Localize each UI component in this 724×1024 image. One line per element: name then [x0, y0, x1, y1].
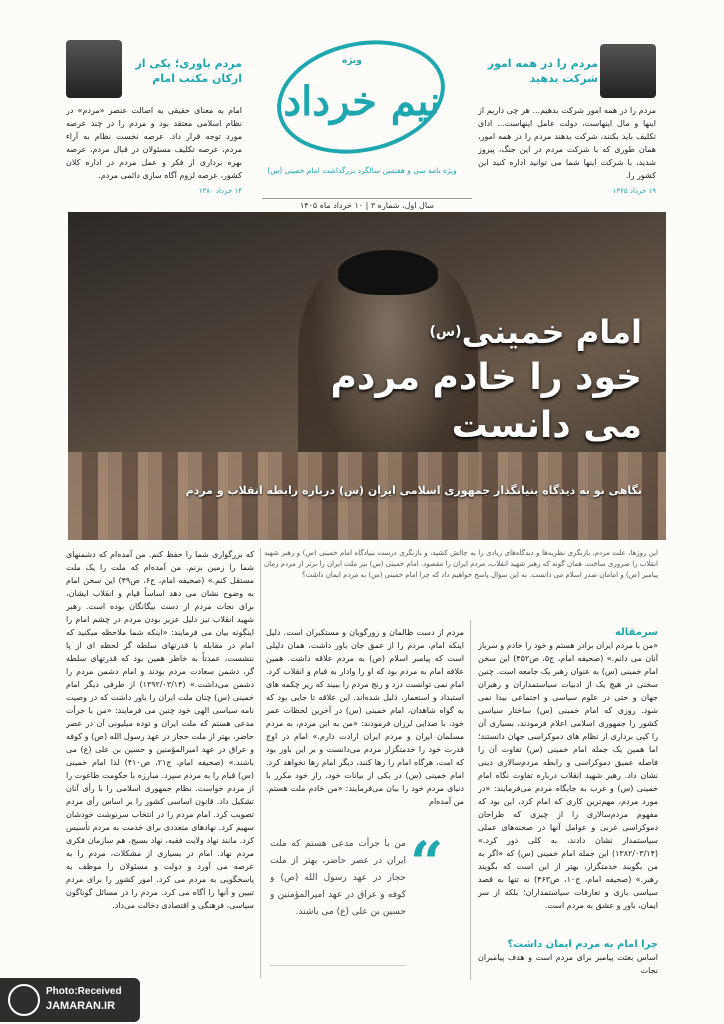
- header-left-corner: [124, 56, 242, 96]
- logo-text: نیم خرداد: [283, 78, 441, 125]
- divider-right: [470, 620, 471, 980]
- intro-strip-text: این روزها، علت مردم، بازنگری نظریه‌ها و دیدگاه‌های زیادی را به چالش کشید، و بازنگری درست بنیادگاه امام خمینی (س) و رهبر شهید انقلاب را ضروری ساخت. همان گونه که رهبر شهید انقلاب، مردم ایران را مقصود. امام خمینی (س) نیز ملت ایران را برتر از مردم زمان پیامبر (ص) و امامان صدر اسلام می دانست. به این سؤال پاسخ خواهیم داد که چرا امام خمینی (س) به مردم ایمان داشت؟: [264, 549, 658, 579]
- header-left-date: [66, 186, 242, 198]
- issue-info: سال اول، شماره ۳ | ۱۰ خرداد ماه ۱۴۰۵: [262, 198, 472, 210]
- photo-credit-badge: [0, 978, 140, 1022]
- hero-title: [322, 310, 642, 450]
- middle-quote: [270, 836, 406, 966]
- header-right-title-l1: مردم را در همه امور: [487, 57, 598, 70]
- header-left-text: [66, 104, 242, 184]
- section2-heading: چرا امام به مردم ایمان داشت؟: [507, 939, 658, 950]
- header-right-date: [478, 186, 656, 198]
- hero-turban: [338, 250, 438, 295]
- hero-title-l1: امام خمینی: [461, 313, 642, 351]
- intro-strip: [264, 548, 658, 610]
- middle-column-body: مردم از دست ظالمان و زورگویان و مستکبران است. دلیل اینکه امام، مردم را از عمق جان باور داشت، همان دلیلی است که پیامبر اسلام (ص) به مردم علاقه داشت. همین علاقه امام به مردم بود که او را وادار به قیام و انقلاب کرد. امام نمی توانست درد و رنج مردم را ببیند که زیر چکمه های استبداد و استعمار، ذلیل شده‌اند. این علاقه تا جایی بود که به گواه شاهدان، امام خمینی (س) در آخرین لحظات عمر خود، با صدایی لرزان فرمودند: «من به این مردم، به مردم مسلمان ایران و مردم ایران ارادت دارم.» امام در اوج قدرت خود را خدمتگزار مردم می‌دانست و بر این باور بود که امت، هرگاه امام را رها کنند، دیگر امام رها نخواهد کرد. امام خمینی (س) در یکی از بیانات خود، راز خود مکرر با دنیای مردم خود را بیان می‌فرمایند: «من خادم ملت هستم. من آمده‌ام: [266, 628, 464, 806]
- portrait-left: [66, 40, 122, 98]
- left-column: [66, 548, 254, 978]
- right-column: [478, 626, 658, 938]
- jamaran-logo-icon: [8, 984, 40, 1016]
- right-column-section2: [478, 938, 658, 978]
- header-left-title-l2: ارکان مکتب امام: [152, 72, 242, 85]
- header-left-date-text: ۱۴ خرداد ۱۳۸۰: [198, 187, 242, 195]
- hero-photo: [68, 212, 666, 540]
- logo-subtitle: ویژه نامه سی و هفتمین سالگرد بزرگداشت امام خمینی (س): [267, 166, 457, 175]
- quote-mark-icon: “: [410, 829, 444, 897]
- left-column-body: که بزرگواری شما را حفظ کنم. من آمده‌ام که دشمنهای شما را زمین بزنم. من آمده‌ام که ملت را یک ملت مستقل کنم.» (صحیفه امام، ج۶، ص۴۹) این سخن امام به وضوح نشان می دهد اساساً قیام و انقلاب ایشان، برای نجات مردم از دست بیگانگان بوده است. رهبر شهید انقلاب نیز دلیل عزیز بودن مردم در چشم امام را اینگونه بیان می فرمایند: «اینکه شما ملاحظه میکنید که امام در مقابله با قدرتهای سلطه گر لحظه ای از پا ننشست، عمدتاً به خاطر همین بود که قدرتهای سلطه گر، دشمن سعادت مردم بودند و امام دشمن مردم را دشمن می‌داشت.» (۱۳۹۲/۰۳/۱۴) از طرفی دیگر امام خمینی (س) چنان ملت ایران را باور داشت که در وصیت نامه سیاسی الهی خود چنین می فرمایند: «من با جرأت مدعی هستم که ملت ایران و توده میلیونی آن در عصر حاضر، بهتر از ملت حجاز در عهد رسول الله (ص) و کوفه و عراق در عهد امیرالمؤمنین و حسین بن علی (ع) می باشند.» (صحیفه امام، ج۲۱، ص۴۱۰) لذا امام خمینی (س) قیام را به مردم سپرد. مبارزه با حکومت طاغوت را از مردم خواست. نظام جمهوری اسلامی را با رأی آنان تشکیل داد. قانون اساسی کشور را بر اساس رأی مردم تصویب کرد. امام مردم را در انتخاب سرنوشت خودشان سهیم کرد. نهادهای متعددی برای خدمت به مردم تأسیس کرد. مانند نهاد ولایت فقیه، نهاد بسیج، هم سازمان فکری مردم نهاد. امام در بسیاری از مشکلات، مردم را به عرصه می آورد و دولت و مسئولان را موظف به پاسخگویی به مردم می کرد. امور کشور را برای مردم تبیین و آنها را آگاه می کرد. مردم را در مسائل گوناگون سیاسی، فرهنگی و اقتصادی دخالت می‌داد.: [66, 550, 254, 910]
- middle-column: [266, 626, 464, 826]
- header-right-title-l2: شرکت بدهید: [529, 72, 598, 85]
- portrait-right: [600, 44, 656, 98]
- editorial-body: «من با مردم ایران برادر هستم و خود را خادم و سرباز آنان می دانم.» (صحیفه امام، ج۵، ص۴۵۲) این سخن امام خمینی (س) به عنوان رهبر یک جامعه است. چنین سخنی در هیچ یک از ادبیات سیاستمداران و رهبران جهان و حتی در علوم سیاسی و اجتماعی بیدا نمی شود. روزی که امام خمینی (س) ساختار سیاسی کشور را جمهوری اسلامی اعلام فرمودند، بسیاری آن را کپی برداری از نظام های دموکراسی جهان دانستند؛ اما همین یک جمله امام خمینی (س) تفاوت آن را فاصله عمیق دموکراسی و رابطه مردم‌سالاری دینی نشان داد. رهبر شهید انقلاب درباره تفاوت نگاه امام خمینی (س) و غرب به جایگاه مردم می‌فرمایند: «در مورد مردم، مهم‌ترین کاری که امام کرد، این بود که مفهوم مردم‌سالاری را از چیزی که طراحان دموکراسی غربی و عوامل آنها در صحنه‌های عملی سیاستمدار نشان دادند، به کلی دور کرد.» (۱۳۸۲/۰۳/۱۴) این جمله امام خمینی (س) که «اگر به من بگویند خدمتگزار، بهتر از این است که بگویند رهبر.» (صحیفه امام، ج۱۰، ص۴۶۳) نه تنها به قصد سیاسی بازی و تعارفات سیاستمداران؛ بلکه از سر ایمان، باور و عشق به مردم است.: [478, 641, 658, 910]
- hero-subtitle: نگاهی نو به دیدگاه بنیانگذار جمهوری اسلامی ایران (س) درباره رابطه انقلاب و مردم: [185, 484, 642, 497]
- editorial-heading: سرمقاله: [614, 627, 658, 638]
- hero-title-l2: خود را خادم مردم: [330, 357, 642, 398]
- header-right-text-body: مردم را در همه امور شرکت بدهیم... هر چی داریم از اینها و مال اینهاست، دولت عامل اینهاست... ادای تکلیف باید بکنند، شرکت بدهند مردم را در همه امور، همان طوری که با شرکت مردم در این جنگ، پیروز شدید، با شرکت اینها شما می توانید اداره کنید این کشور را.: [478, 106, 656, 180]
- masthead: [250, 42, 474, 192]
- header-right-text: [478, 104, 656, 184]
- photo-credit-line1: Photo:Received: [46, 986, 122, 997]
- header-right-corner: [478, 56, 598, 96]
- middle-quote-text: من با جرأت مدعی هستم که ملت ایران در عصر حاضر، بهتر از ملت حجاز در عهد رسول الله (ص) و کوفه و عراق در عهد امیرالمؤمنین و حسین بن علی (ع) می باشند.: [270, 839, 406, 917]
- header-left-title-l1: مردم باوری؛ یکی از: [135, 57, 242, 70]
- header-right-date-text: ۱۹ خرداد ۱۳۶۵: [612, 187, 656, 195]
- hero-title-sup: (س): [429, 324, 462, 340]
- photo-credit-line2: JAMARAN.IR: [46, 1000, 116, 1012]
- logo-badge: ویژه: [342, 56, 362, 66]
- section2-body: اساس بعثت پیامبر برای مردم است و هدف پیامبران نجات: [478, 953, 658, 975]
- hero-title-l3: می دانست: [451, 405, 642, 446]
- divider-left: [260, 548, 261, 978]
- header-left-text-body: امام به معنای حقیقی به اصالت عنصر «مردم» در نظام اسلامی معتقد بود و مردم را در چند عرصه مورد توجه قرار داد. عرصه نخست نظام به آراء مردم، عرصه تکلیف مسئولان در قبال مردم، عرصه بهره برداری از فکر و عمل مردم در اداره کلان کشور، عرصه لزوم آگاه سازی دائمی مردم.: [66, 106, 242, 180]
